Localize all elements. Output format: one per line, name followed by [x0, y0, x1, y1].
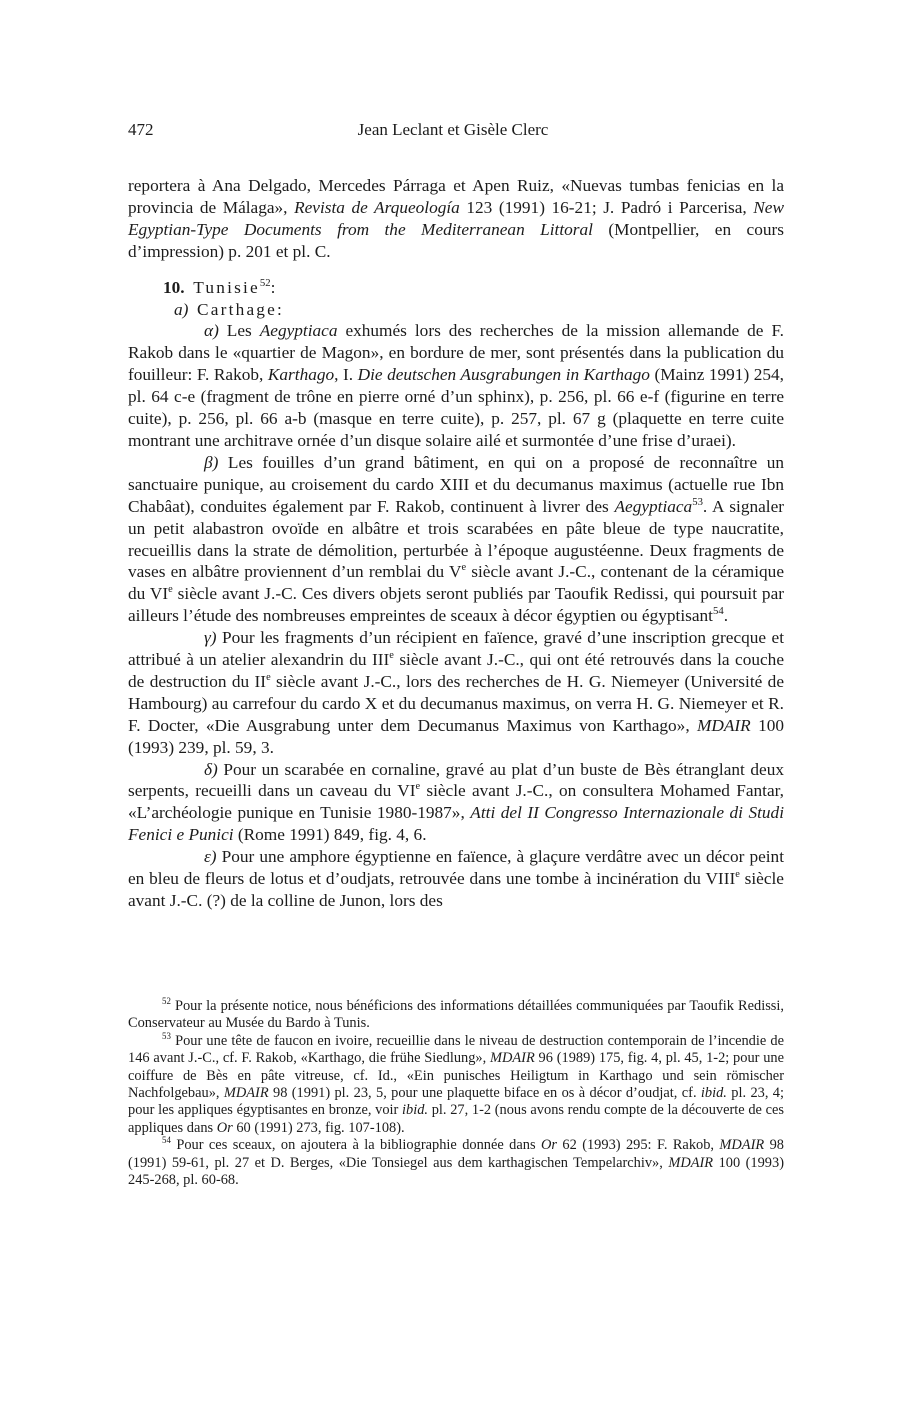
- citation-title: New Egyptian-Type Documents from the Mediterranean Littoral: [128, 197, 785, 239]
- subsection-title: Carthage:: [197, 299, 285, 319]
- footnote-ref[interactable]: 52: [259, 276, 271, 289]
- page-number: 472: [128, 120, 154, 139]
- main-text: [128, 175, 784, 912]
- subsection-letter: a): [174, 299, 189, 319]
- footnote-number: 52: [162, 996, 171, 1007]
- footnote-54: $^{54}$ Pour ces sceaux, on ajoutera à la bibliographie donnée dans Or 62 (1993) 295: F. Rakob, MDAIR 98 (1991) 59-61, pl. 27 et D. Berges, «Die Tonsiegel aus dem karthagischen Tempelarchiv», MDAIR 100 (1993) 245-268, pl. 60-68.: [128, 1135, 784, 1189]
- subsection-heading: [128, 299, 784, 321]
- section-number: 10.: [163, 277, 185, 297]
- footnote-52: $^{52}$ Pour la présente notice, nous bénéficions des informations détaillées communiquées par Taoufik Redissi, Conservateur au Musée du Bardo à Tunis.: [128, 996, 784, 1032]
- section-heading: 10. Tunisie$^{52}$:: [163, 276, 276, 297]
- section-title: Tunisie: [193, 277, 260, 297]
- item-label: δ): [204, 759, 218, 779]
- footnotes: [128, 998, 784, 1189]
- footnote-number: 54: [162, 1135, 171, 1146]
- footnote-ref[interactable]: 54: [712, 605, 724, 618]
- citation-title: Revista de Arqueología: [294, 197, 460, 217]
- footnote-number: 53: [162, 1031, 171, 1042]
- item-label: α): [204, 321, 219, 341]
- footnote-ref[interactable]: 53: [692, 495, 703, 508]
- intro-paragraph: reportera à Ana Delgado, Mercedes Párraga et Apen Ruiz, «Nuevas tumbas fenicias en la provincia de Málaga», Revista de Arqueología 123 (1991) 16-21; J. Padró i Parcerisa, New Egyptian-Type Documents from the Mediterranean Littoral (Montpellier, en cours d’impression) p. 201 et pl. C.: [128, 176, 785, 261]
- paragraph-epsilon: ε) Pour une amphore égyptienne en faïence, à glaçure verdâtre avec un décor peint en bleu de fleurs de lotus et d’oudjats, retrouvée dans une tombe à incinération du VIIIe siècle avant J.-C. (?) de la colline de Junon, lors des: [128, 847, 784, 910]
- running-title: Jean Leclant et Gisèle Clerc: [357, 120, 549, 139]
- item-label: γ): [204, 628, 217, 648]
- item-label: ε): [204, 847, 217, 867]
- item-label: β): [204, 452, 219, 472]
- paragraph-delta: δ) Pour un scarabée en cornaline, gravé au plat d’un buste de Bès étranglant deux serpents, recueilli dans un caveau du VIe siècle avant J.-C., on consultera Mohamed Fantar, «L’archéologie punique en Tunisie 1980-1987», Atti del II Congresso Internazionale di Studi Fenici e Punici (Rome 1991) 849, fig. 4, 6.: [128, 759, 784, 845]
- paragraph-alpha: α) Les Aegyptiaca exhumés lors des recherches de la mission allemande de F. Rakob dans le «quartier de Magon», en bordure de mer, sont présentés dans la publication du fouilleur: F. Rakob, Karthago, I. Die deutschen Ausgrabungen in Karthago (Mainz 1991) 254, pl. 64 c-e (fragment de trône en pierre orné d’un sphinx), p. 256, pl. 66 e-f (figurine en terre cuite), p. 256, pl. 66 a-b (masque en terre cuite), p. 257, pl. 67 g (plaquette en terre cuite montrant une architrave ornée d’un disque solaire ailé et surmontée d’une frise d’uraei).: [128, 321, 784, 450]
- paragraph-gamma: γ) Pour les fragments d’un récipient en faïence, gravé d’une inscription grecque et attribué à un atelier alexandrin du IIIe siècle avant J.-C., qui ont été retrouvés dans la couche de destruction du IIe siècle avant J.-C., lors des recherches de H. G. Niemeyer (Université de Hambourg) au carrefour du cardo X et du decumanus maximus, on verra H. G. Niemeyer et R. F. Docter, «Die Ausgrabung unter dem Decumanus Maximus von Karthago», MDAIR 100 (1993) 239, pl. 59, 3.: [128, 628, 784, 757]
- paragraph-beta: β) Les fouilles d’un grand bâtiment, en qui on a proposé de reconnaître un sanctuaire punique, au croisement du cardo XIII et du decumanus maximus (actuelle rue Ibn Chabâat), conduites également par F. Rakob, continuent à livrer des Aegyptiaca$^{53}$. A signaler un petit alabastron ovoïde en albâtre et trois scarabées en pâte bleue de type naucratite, recueillis dans la strate de démolition, perturbée à l’époque augustéenne. Deux fragments de vases en albâtre proviennent d’un remblai du Ve siècle avant J.-C., contenant de la céramique du VIe siècle avant J.-C. Ces divers objets seront publiés par Taoufik Redissi, qui poursuit par ailleurs l’étude des nombreuses empreintes de sceaux à décor égyptien ou égyptisant$^{54}$.: [128, 452, 785, 626]
- footnote-53: $^{53}$ Pour une tête de faucon en ivoire, recueillie dans le niveau de destruction contemporain de l’incendie de 146 avant J.-C., cf. F. Rakob, «Karthago, die frühe Siedlung», MDAIR 96 (1989) 175, fig. 4, pl. 45, 1-2; pour une coiffure de Bès en pâte vitreuse, cf. Id., «Ein punisches Heiligtum in Karthago und sein römischer Nachfolgebau», MDAIR 98 (1991) pl. 23, 5, pour une plaquette biface en os à décor d’oudjat, cf. ibid. pl. 23, 4; pour les appliques égyptisantes en bronze, voir ibid. pl. 27, 1-2 (nous avons rendu compte de la découverte de ces appliques dans Or 60 (1991) 273, fig. 107-108).: [128, 1031, 784, 1136]
